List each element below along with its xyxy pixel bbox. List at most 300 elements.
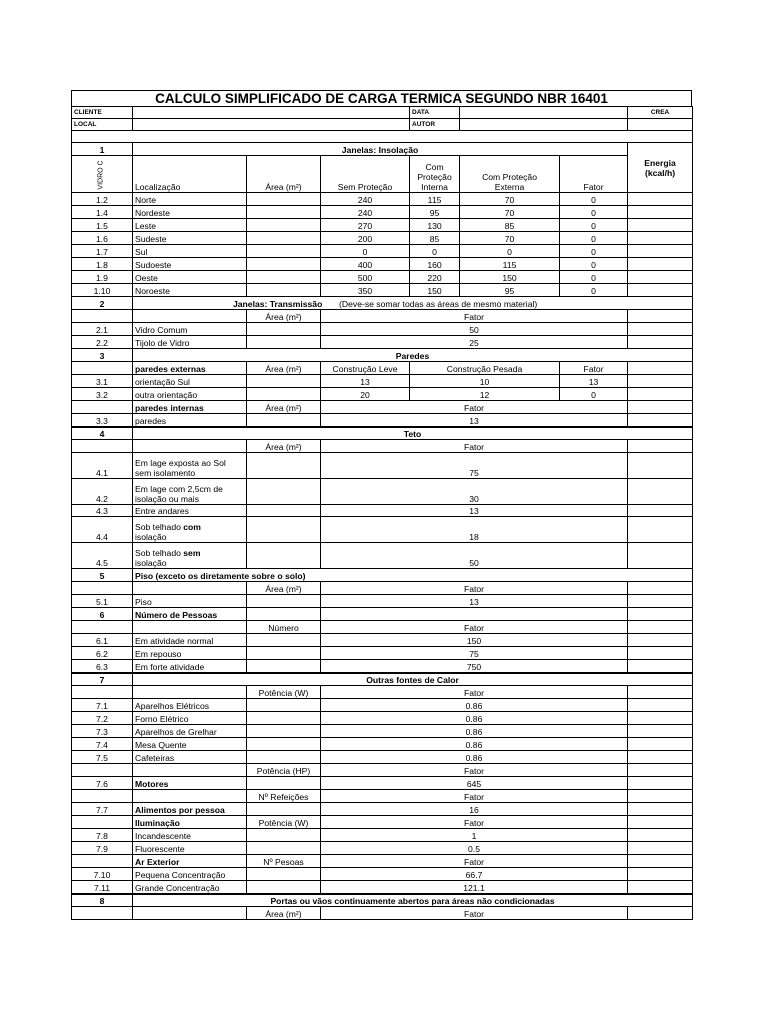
item-number: 7.4 (72, 738, 133, 751)
section-number: 2 (72, 297, 133, 310)
construcao-leve-value: 13 (321, 375, 410, 388)
item-label: Aparelhos Elétricos (133, 699, 247, 712)
potencia-input[interactable] (247, 699, 321, 712)
col-fator: Fator (321, 790, 628, 803)
energia-value[interactable] (628, 842, 693, 855)
table-row (72, 258, 693, 271)
item-number: 6.1 (72, 634, 133, 647)
section-1-columns (72, 156, 693, 193)
col-protecao-externa: Com Proteção Externa (460, 156, 560, 193)
potencia-input[interactable] (247, 829, 321, 842)
col-area: Área (m²) (247, 310, 321, 323)
item-number: 6.3 (72, 660, 133, 673)
table-row (72, 232, 693, 245)
item-number: 3.1 (72, 375, 133, 388)
fator-value: 0 (560, 206, 628, 219)
sem-protecao-value: 200 (321, 232, 410, 245)
energia-value[interactable] (628, 206, 693, 219)
construcao-leve-value: 20 (321, 388, 410, 401)
fator-value: 0.86 (321, 699, 628, 712)
col-fator: Fator (560, 362, 628, 375)
sheet-title: CALCULO SIMPLIFICADO DE CARGA TERMICA SEGUNDO NBR 16401 (71, 90, 692, 106)
section-number: 1 (72, 143, 133, 156)
item-number: 7.8 (72, 829, 133, 842)
section-1-header (72, 143, 693, 156)
table-row (72, 505, 693, 517)
fator-value: 121.1 (321, 881, 628, 894)
ar-exterior-label: Ar Exterior (133, 855, 247, 868)
item-number: 1.7 (72, 245, 133, 258)
col-refeicoes: Nº Refeições (247, 790, 321, 803)
item-label: Sul (133, 245, 247, 258)
item-number: 4.2 (72, 479, 133, 505)
item-label: Incandescente (133, 829, 247, 842)
table-row (72, 738, 693, 751)
energia-header: Energia (kcal/h) (628, 143, 693, 193)
data-label: DATA (410, 107, 460, 119)
section-2-header (72, 297, 693, 310)
item-label: Tijolo de Vidro (133, 336, 247, 349)
section-3-header (72, 349, 693, 362)
potencia-input[interactable] (247, 842, 321, 855)
iluminacao-columns (72, 816, 693, 829)
col-fator: Fator (321, 582, 628, 595)
item-label: Sudoeste (133, 258, 247, 271)
construcao-pesada-value: 10 (410, 375, 560, 388)
protecao-interna-value: 160 (410, 258, 460, 271)
col-fator: Fator (321, 855, 628, 868)
item-number: 7.6 (72, 777, 133, 790)
section-4-header (72, 427, 693, 440)
section-7-header (72, 673, 693, 686)
header-row-cliente (72, 107, 693, 119)
item-label: Grande Concentração (133, 881, 247, 894)
fator-value: 0.86 (321, 725, 628, 738)
item-label: paredes (133, 414, 247, 427)
table-row (72, 323, 693, 336)
protecao-externa-value: 70 (460, 193, 560, 206)
alimentos-columns (72, 790, 693, 803)
spacer-row (72, 131, 693, 143)
sem-protecao-value: 350 (321, 284, 410, 297)
col-fator: Fator (321, 764, 628, 777)
item-number: 3.3 (72, 414, 133, 427)
section-number: 5 (72, 569, 133, 582)
col-fator: Fator (321, 907, 628, 920)
paredes-internas-label: paredes internas (133, 401, 247, 414)
col-fator: Fator (321, 440, 628, 453)
item-label: Em forte atividade (133, 660, 247, 673)
item-label: Forno Elétrico (133, 712, 247, 725)
fator-value: 18 (321, 517, 628, 543)
item-label: Entre andares (133, 505, 247, 517)
col-area: Área (m²) (247, 440, 321, 453)
section-title: Portas ou vãos continuamente abertos para áreas não condicionadas (133, 894, 693, 907)
col-localizacao: Localização (133, 156, 247, 193)
energia-value[interactable] (628, 193, 693, 206)
cliente-value[interactable] (133, 107, 410, 119)
col-fator: Fator (321, 621, 628, 634)
item-number: 4.1 (72, 453, 133, 479)
load-table (71, 106, 693, 920)
energia-value[interactable] (628, 881, 693, 894)
energia-value[interactable] (628, 803, 693, 816)
fator-value: 16 (321, 803, 628, 816)
item-number: 2.2 (72, 336, 133, 349)
area-input[interactable] (247, 479, 321, 505)
fator-value: 150 (321, 634, 628, 647)
crea-label: CREA (628, 107, 693, 119)
item-number: 1.4 (72, 206, 133, 219)
energia-value[interactable] (628, 712, 693, 725)
fator-value: 50 (321, 323, 628, 336)
protecao-externa-value: 115 (460, 258, 560, 271)
item-label: Piso (133, 595, 247, 608)
item-number: 6.2 (72, 647, 133, 660)
fator-value: 0.5 (321, 842, 628, 855)
section-5-columns (72, 582, 693, 595)
area-input[interactable] (247, 193, 321, 206)
area-input[interactable] (247, 543, 321, 569)
area-input[interactable] (247, 375, 321, 388)
energia-value[interactable] (628, 829, 693, 842)
area-input[interactable] (247, 414, 321, 427)
sem-protecao-value: 240 (321, 193, 410, 206)
item-number: 1.10 (72, 284, 133, 297)
item-label: Noroeste (133, 284, 247, 297)
potencia-input[interactable] (247, 777, 321, 790)
sem-protecao-value: 500 (321, 271, 410, 284)
section-5-header (72, 569, 693, 582)
col-fator: Fator (560, 156, 628, 193)
energia-value[interactable] (628, 751, 693, 764)
item-label: Sob telhado sem isolação (133, 543, 247, 569)
fator-value: 75 (321, 453, 628, 479)
energia-value[interactable] (628, 219, 693, 232)
item-label: Vidro Comum (133, 323, 247, 336)
table-row (72, 479, 693, 505)
section-title: Número de Pessoas (133, 608, 247, 621)
numero-input[interactable] (247, 647, 321, 660)
item-label: Leste (133, 219, 247, 232)
vidro-vertical-label: VIDRO C (72, 156, 133, 193)
cliente-label: CLIENTE (72, 107, 133, 119)
section-2-columns (72, 310, 693, 323)
fator-value: 0.86 (321, 738, 628, 751)
energia-value[interactable] (628, 660, 693, 673)
protecao-externa-value: 150 (460, 271, 560, 284)
area-input[interactable] (247, 323, 321, 336)
fator-value: 645 (321, 777, 628, 790)
col-construcao-pesada: Construção Pesada (410, 362, 560, 375)
table-row (72, 712, 693, 725)
energia-value[interactable] (628, 232, 693, 245)
autor-value[interactable] (460, 119, 628, 131)
section-title: Janelas: Insolação (133, 143, 628, 156)
sem-protecao-value: 240 (321, 206, 410, 219)
fator-value: 13 (560, 375, 628, 388)
fator-value: 0 (560, 193, 628, 206)
potencia-input[interactable] (247, 738, 321, 751)
protecao-interna-value: 150 (410, 284, 460, 297)
sem-protecao-value: 0 (321, 245, 410, 258)
fator-value: 0 (560, 258, 628, 271)
fator-value: 75 (321, 647, 628, 660)
table-row (72, 453, 693, 479)
fator-value: 0 (560, 388, 628, 401)
section-title: Piso (exceto os diretamente sobre o solo) (133, 569, 693, 582)
table-row (72, 751, 693, 764)
area-input[interactable] (247, 284, 321, 297)
section-6-header (72, 608, 693, 621)
col-fator: Fator (321, 686, 628, 699)
area-input[interactable] (247, 336, 321, 349)
crea-value[interactable] (628, 119, 693, 131)
sem-protecao-value: 270 (321, 219, 410, 232)
item-label: outra orientação (133, 388, 247, 401)
area-input[interactable] (247, 595, 321, 608)
fator-value: 0 (560, 245, 628, 258)
protecao-interna-value: 0 (410, 245, 460, 258)
table-row (72, 271, 693, 284)
col-construcao-leve: Construção Leve (321, 362, 410, 375)
area-input[interactable] (247, 388, 321, 401)
energia-value[interactable] (628, 245, 693, 258)
section-title: Paredes (133, 349, 693, 362)
table-row (72, 193, 693, 206)
fator-value: 25 (321, 336, 628, 349)
refeicoes-input[interactable] (247, 803, 321, 816)
energia-value[interactable] (628, 258, 693, 271)
fator-value: 13 (321, 595, 628, 608)
energia-value[interactable] (628, 505, 693, 517)
area-input[interactable] (247, 505, 321, 517)
fator-value: 0 (560, 284, 628, 297)
item-number: 7.2 (72, 712, 133, 725)
item-number: 1.9 (72, 271, 133, 284)
table-row (72, 725, 693, 738)
item-number: 1.8 (72, 258, 133, 271)
table-row (72, 829, 693, 842)
item-label: Em repouso (133, 647, 247, 660)
fator-value: 50 (321, 543, 628, 569)
protecao-externa-value: 95 (460, 284, 560, 297)
table-row (72, 517, 693, 543)
area-input[interactable] (247, 517, 321, 543)
col-fator: Fator (321, 310, 628, 323)
protecao-externa-value: 70 (460, 206, 560, 219)
table-row (72, 699, 693, 712)
ar-exterior-columns (72, 855, 693, 868)
col-area: Área (m²) (247, 156, 321, 193)
item-label: Mesa Quente (133, 738, 247, 751)
col-protecao-interna: Com Proteção Interna (410, 156, 460, 193)
energia-value[interactable] (628, 271, 693, 284)
energia-value[interactable] (628, 323, 693, 336)
item-number: 5.1 (72, 595, 133, 608)
energia-value[interactable] (628, 647, 693, 660)
item-label: Em lage exposta ao Sol sem isolamento (133, 453, 247, 479)
area-input[interactable] (247, 219, 321, 232)
item-label: Nordeste (133, 206, 247, 219)
col-area: Área (m²) (247, 582, 321, 595)
item-label: Motores (133, 777, 247, 790)
local-label: LOCAL (72, 119, 133, 131)
energia-value[interactable] (628, 738, 693, 751)
potencia-input[interactable] (247, 725, 321, 738)
item-number: 7.1 (72, 699, 133, 712)
item-label: Sudeste (133, 232, 247, 245)
energia-value[interactable] (628, 777, 693, 790)
table-row (72, 803, 693, 816)
item-label: Fluorescente (133, 842, 247, 855)
col-pessoas: Nº Pesoas (247, 855, 321, 868)
potencia-input[interactable] (247, 712, 321, 725)
energia-value[interactable] (628, 388, 693, 401)
section-number: 7 (72, 673, 133, 686)
section-3-internal-columns (72, 401, 693, 414)
energia-value[interactable] (628, 595, 693, 608)
area-input[interactable] (247, 245, 321, 258)
energia-value[interactable] (628, 375, 693, 388)
fator-value: 13 (321, 505, 628, 517)
fator-value: 0 (560, 232, 628, 245)
table-row (72, 284, 693, 297)
section-8-columns (72, 907, 693, 920)
item-number: 7.9 (72, 842, 133, 855)
fator-value: 13 (321, 414, 628, 427)
item-number: 1.5 (72, 219, 133, 232)
table-row (72, 245, 693, 258)
energia-value[interactable] (628, 284, 693, 297)
energia-value[interactable] (628, 336, 693, 349)
fator-value: 750 (321, 660, 628, 673)
energia-value[interactable] (628, 543, 693, 569)
item-number: 3.2 (72, 388, 133, 401)
area-input[interactable] (247, 271, 321, 284)
item-number: 4.5 (72, 543, 133, 569)
col-potencia-w: Potência (W) (247, 816, 321, 829)
item-number: 7.3 (72, 725, 133, 738)
section-title-row (133, 297, 693, 310)
energia-value[interactable] (628, 634, 693, 647)
table-row (72, 414, 693, 427)
construcao-pesada-value: 12 (410, 388, 560, 401)
table-row (72, 647, 693, 660)
section-4-columns (72, 440, 693, 453)
section-7-columns (72, 686, 693, 699)
table-row (72, 543, 693, 569)
item-number: 7.5 (72, 751, 133, 764)
section-title: Janelas: Transmissão (233, 299, 323, 309)
item-label: orientação Sul (133, 375, 247, 388)
item-label: Em atividade normal (133, 634, 247, 647)
load-calculation-sheet (71, 90, 692, 920)
col-potencia-hp: Potência (HP) (247, 764, 321, 777)
energia-value[interactable] (628, 414, 693, 427)
section-6-columns (72, 621, 693, 634)
area-input[interactable] (247, 206, 321, 219)
fator-value: 0 (560, 271, 628, 284)
iluminacao-label: Iluminação (133, 816, 247, 829)
fator-value: 30 (321, 479, 628, 505)
numero-input[interactable] (247, 660, 321, 673)
autor-label: AUTOR (410, 119, 460, 131)
sem-protecao-value: 400 (321, 258, 410, 271)
table-row (72, 868, 693, 881)
fator-value: 0 (560, 219, 628, 232)
table-row (72, 336, 693, 349)
table-row (72, 660, 693, 673)
paredes-externas-label: paredes externas (133, 362, 247, 375)
col-fator: Fator (321, 816, 628, 829)
energia-value[interactable] (628, 868, 693, 881)
pessoas-input[interactable] (247, 881, 321, 894)
item-label: Pequena Concentração (133, 868, 247, 881)
energia-value[interactable] (628, 699, 693, 712)
protecao-interna-value: 85 (410, 232, 460, 245)
section-number: 8 (72, 894, 133, 907)
item-number: 1.6 (72, 232, 133, 245)
col-potencia-w: Potência (W) (247, 686, 321, 699)
energia-value[interactable] (628, 479, 693, 505)
item-label: Em lage com 2,5cm de isolação ou mais (133, 479, 247, 505)
col-area: Área (m²) (247, 362, 321, 375)
table-row (72, 842, 693, 855)
table-row (72, 777, 693, 790)
table-row (72, 375, 693, 388)
area-input[interactable] (247, 453, 321, 479)
section-number: 6 (72, 608, 133, 621)
table-row (72, 634, 693, 647)
energia-value[interactable] (628, 517, 693, 543)
fator-value: 0.86 (321, 712, 628, 725)
potencia-input[interactable] (247, 751, 321, 764)
numero-input[interactable] (247, 634, 321, 647)
item-number: 2.1 (72, 323, 133, 336)
col-area: Área (m²) (247, 401, 321, 414)
pessoas-input[interactable] (247, 868, 321, 881)
item-label: Sob telhado com isolação (133, 517, 247, 543)
col-numero: Número (247, 621, 321, 634)
section-3-columns (72, 362, 693, 375)
fator-value: 1 (321, 829, 628, 842)
area-input[interactable] (247, 232, 321, 245)
section-note: (Deve-se somar todas as áreas de mesmo material) (339, 299, 538, 309)
item-label: Norte (133, 193, 247, 206)
protecao-externa-value: 0 (460, 245, 560, 258)
col-fator: Fator (321, 401, 628, 414)
item-number: 7.7 (72, 803, 133, 816)
protecao-interna-value: 220 (410, 271, 460, 284)
section-title: Teto (133, 427, 693, 440)
item-label: Oeste (133, 271, 247, 284)
header-row-local (72, 119, 693, 131)
protecao-interna-value: 130 (410, 219, 460, 232)
protecao-interna-value: 115 (410, 193, 460, 206)
item-label: Aparelhos de Grelhar (133, 725, 247, 738)
item-number: 1.2 (72, 193, 133, 206)
energia-value[interactable] (628, 725, 693, 738)
area-input[interactable] (247, 258, 321, 271)
table-row (72, 219, 693, 232)
protecao-externa-value: 70 (460, 232, 560, 245)
fator-value: 0.86 (321, 751, 628, 764)
data-value[interactable] (460, 107, 628, 119)
energia-value[interactable] (628, 453, 693, 479)
local-value[interactable] (133, 119, 410, 131)
item-number: 7.11 (72, 881, 133, 894)
